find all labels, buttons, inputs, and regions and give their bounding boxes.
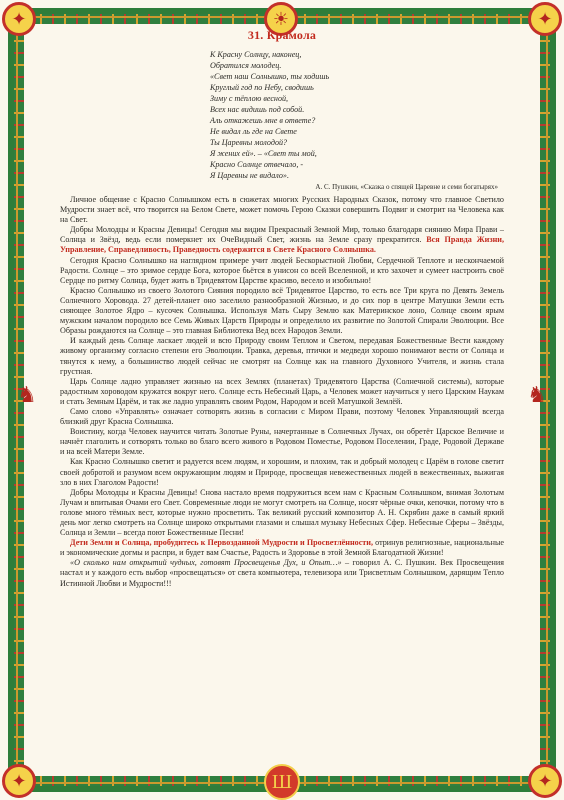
sun-glyph: ☀: [272, 8, 290, 29]
corner-medallion-top-right-icon: ✦: [528, 2, 562, 36]
paragraph: Царь Солнце ладно управляет жизнью на всех Землях (планетах) Тридевятого Царства (Солнечной системы), которые радостным хороводом кружатся вокруг него. Солнце есть Небесный Царь, а Человек может научиться у него Царским Наукам и стать Земным Царём, и так же ладно управлять своим Родом, Народом и всей Матушкой Землёй.: [60, 376, 504, 406]
bottom-letter-medallion: [264, 764, 300, 800]
poem-line: Я Царевны не видало».: [210, 171, 289, 180]
poem-line: Обратился молодец.: [210, 61, 282, 70]
corner-medallion-bottom-left-icon: ✦: [2, 764, 36, 798]
quote-text: «О сколько нам открытий чудных, готовят Просвещенья Дух, и Опыт…»: [70, 558, 342, 568]
poem-line: Зиму с тёплою весной,: [210, 94, 289, 103]
paragraph: [60, 538, 504, 558]
poem-line: Всех нас видишь под собой.: [210, 105, 305, 114]
poem-line: «Свет наш Солнышко, ты ходишь: [210, 72, 330, 81]
corner-medallion-bottom-right-icon: ✦: [528, 764, 562, 798]
paragraph: Личное общение с Красно Солнышком есть в сюжетах многих Русских Народных Сказок, потому что главное Светило Мудрости знает всё, что творится на Белом Свете, может помочь Герою Сказки совершить Подвиг и смотрит на Человека как на Свет.: [60, 195, 504, 225]
paragraph: И каждый день Солнце ласкает людей и всю Природу своим Теплом и Светом, передавая Божественные Вести каждому живому организму согласно степени его Эволюции. Травка, деревья, птички и медведи хорошо понимают вести от Солнца и тянутся к нему, а большинство людей сейчас не смотрят на Солнце как на главного Духовного Учителя, и жизнь стала грустная.: [60, 336, 504, 376]
poem-line: Красно Солнце отвечало, -: [210, 160, 304, 169]
poem-line: К Красну Солнцу, наконец,: [210, 50, 302, 59]
epigraph-poem: [210, 49, 504, 181]
poem-line: Я жених ей». – «Свет ты мой,: [210, 149, 317, 158]
poem-line: Аль откажешь мне в ответе?: [210, 116, 316, 125]
highlight-text: Дети Земли и Солнца, пробудитесь к Первозданной Мудрости и Просветлённости,: [70, 538, 374, 548]
paragraph: Само слово «Управлять» означает сотворять жизнь в согласии с Миром Прави, поэтому Человек Управляющий всегда близкий друг Красна Солнышка.: [60, 406, 504, 427]
right-bird-ornament-icon: ♞: [527, 382, 547, 407]
highlight-text: Вся Правда Жизни, Управление, Справедливость, Праведность содержится в Свете Красного Солнышка.: [60, 235, 505, 255]
bottom-letter: Ш: [271, 770, 293, 793]
page-title: 31. Крамола: [247, 28, 317, 42]
paragraph: Воистину, когда Человек научится читать Золотые Руны, начертанные в Солнечных Лучах, он обретёт Царское Величие и начнёт глаголить и сотворять только во благо всего живого в Родовом Поместье, Родовом Поселении, Граде, Родовой Державе и на всей Матери Земле.: [60, 427, 504, 457]
poem-line: Не видал ль где на Свете: [210, 127, 297, 136]
article: [60, 28, 504, 768]
poem-line: Ты Царевны молодой?: [210, 138, 288, 147]
poem-line: Круглый год по Небу, сводишь: [210, 83, 314, 92]
paragraph-text: Добры Молодцы и Красны Девицы! Сегодня мы видим Прекрасный Земной Мир, только благодаря сиянию Мира Прави – Солнца и Звёзд, ведь если померкнет их ОчеВидный Свет, жизнь на Земле сразу прекратится.: [60, 225, 504, 245]
paragraph: Красно Солнышко из своего Золотого Сияния породило всё Тридевятое Царство, то есть все Три круга по Девять Земель Солнечного Хоровода. 27 детей-планет оно заселило разнообразной Жизнью, и до сих пор в центре Матушки Земли есть сияющее Золотое Ядро – кусочек Солнышка. Используя Мать Сыру Землю как Материнское лоно, Солнце своим ярым мужским началом породило все Семь Живых Царств Природы и определило их развитие по Золотой Спирали Эволюции. Все Образы рождаются на Солнце – это главная Библиотека Вед всех Народов Земли.: [60, 285, 504, 336]
paragraph-text: отринув религиозные, национальные и экономические догмы и распри, и будет вам Счастье, Радость и Здоровье в этой Земной Благодатной Жизни!: [60, 538, 505, 558]
paragraph: Добры Молодцы и Красны Девицы! Снова настало время подружиться всем нам с Красным Солнышком, внимая Золотым Лучам и впитывая Очами его Свет. Современные люди не могут смотреть на Солнце, носят чёрные очки, кепочки, потому что в голове много тёмных вест, которые нужно просветить. Так великий русский композитор А. Н. Скрябин даже в самый яркий день мог легко смотреть на Солнце широко открытыми глазами и слышал музыку Небесных Сфер. Небесные Сферы – Звёзды, Солнца и Земли – всегда поют Божественные Песни!: [60, 487, 504, 538]
paragraph: Как Красно Солнышко светит и радуется всем людям, и хорошим, и плохим, так и добрый молодец с Царём в голове светит своей добротой и разумом всем окружающим людям и Природе, просвещая невежественных людей в вежественных, выжигая зло в них Глаголом Радости!: [60, 457, 504, 487]
paragraph: [60, 225, 504, 255]
paragraph-text: – говорил А. С. Пушкин. Век Просвещения настал и у каждого есть выбор «просвещаться» от света компьютера, телевизора или Трисветлым Солнышком, дарящим Тепло Истинной Любви и Мудрости!!!: [60, 558, 504, 588]
epigraph-attribution: А. С. Пушкин, «Сказка о спящей Царевне и семи богатырях»: [315, 183, 498, 191]
corner-medallion-top-left-icon: ✦: [2, 2, 36, 36]
paragraph: [60, 558, 504, 588]
paragraph: Сегодня Красно Солнышко на наглядном примере учит людей Бескорыстной Любви, Сердечной Теплоте и нескончаемой Радости. Солнце – это зримое сердце Бога, которое бьётся в унисон со всей Вселенной, и кто захочет и сумеет настроить своё Сердце по ритму Солнца, будет жить в Тридевятом Царстве красиво, весело и изобильно!: [60, 255, 504, 285]
left-bird-ornament-icon: ♞: [17, 382, 37, 407]
